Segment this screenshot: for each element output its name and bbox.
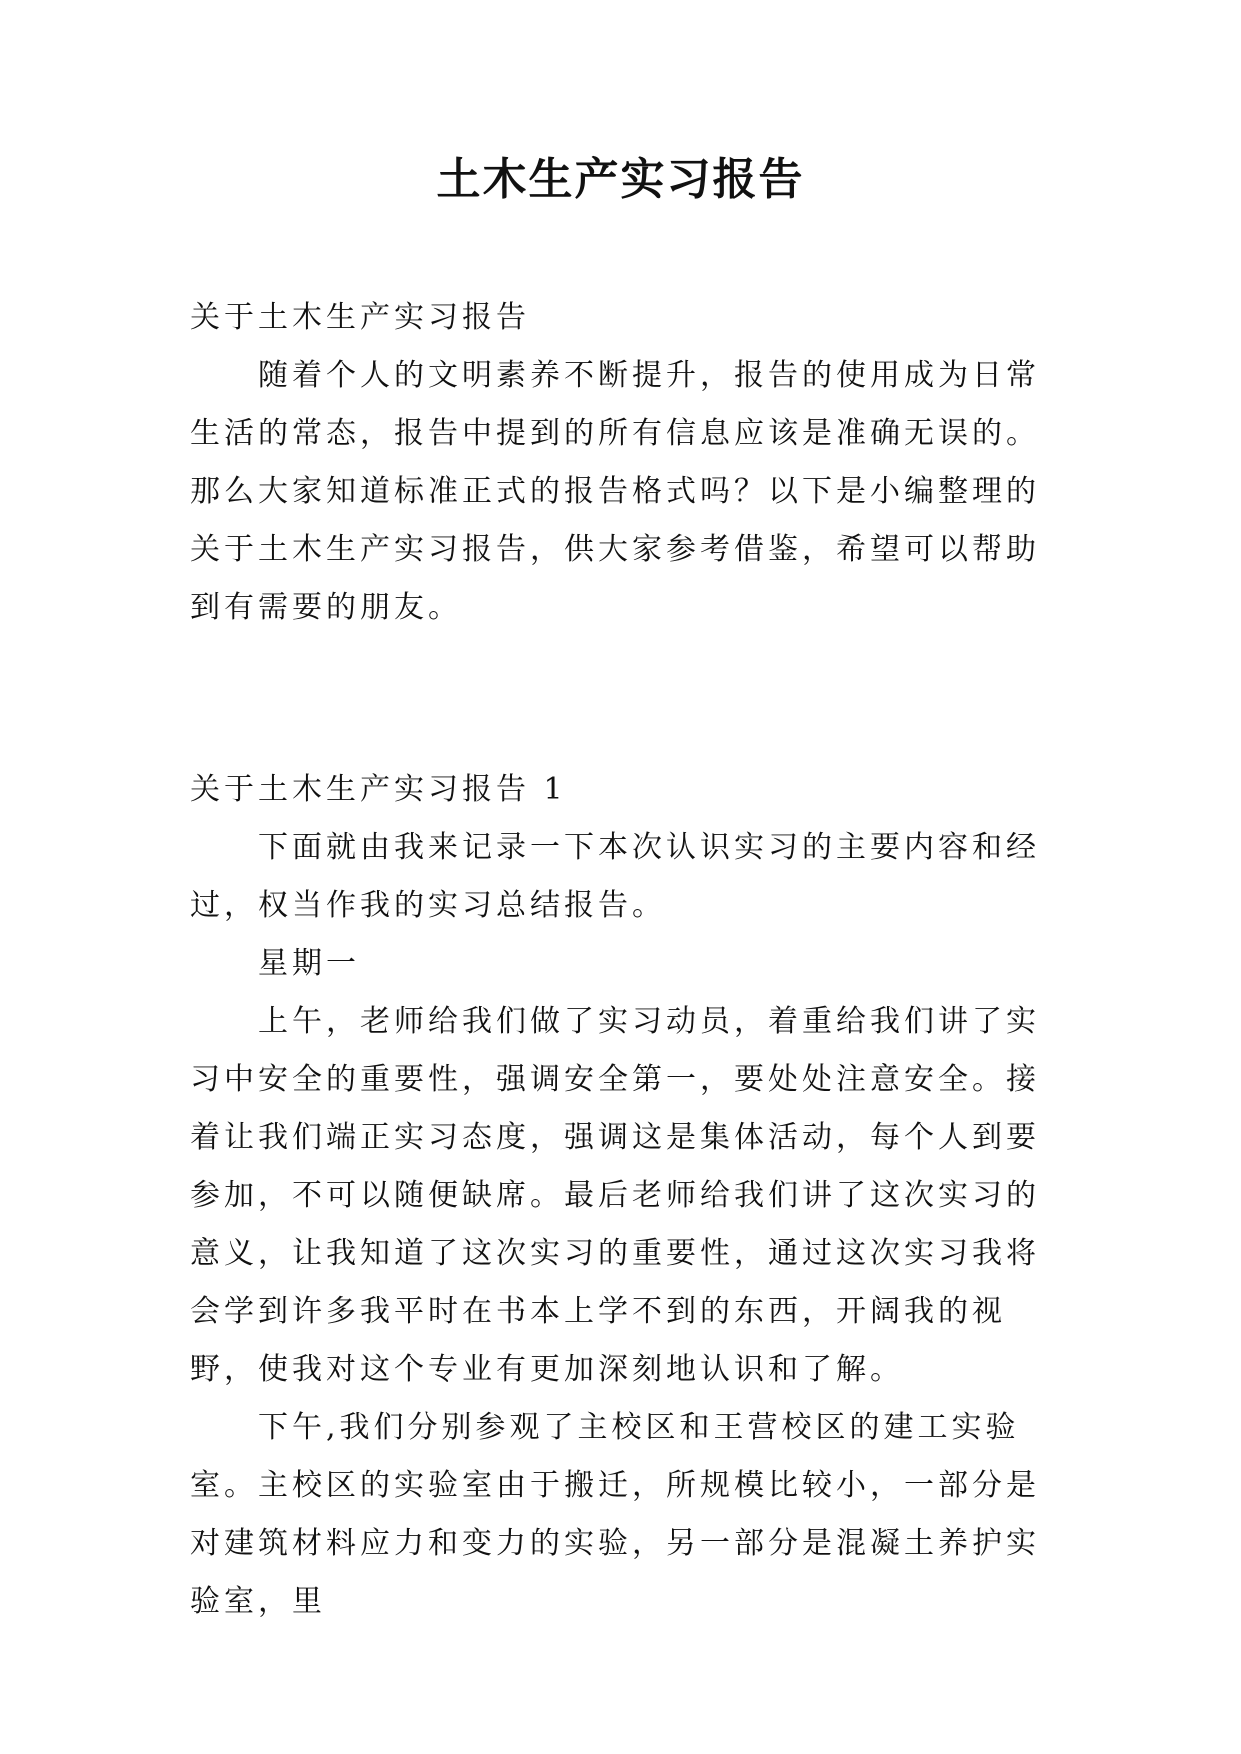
intro-paragraph: 随着个人的文明素养不断提升，报告的使用成为日常生活的常态，报告中提到的所有信息应该是准确无误的。那么大家知道标准正式的报告格式吗？以下是小编整理的关于土木生产实习报告，供大家参考借鉴，希望可以帮助到有需要的朋友。 (190, 358, 1040, 625)
document-body (190, 289, 1050, 1631)
section1-heading: 关于土木生产实习报告 1 (190, 772, 567, 807)
section1-day-label: 星期一 (258, 946, 360, 981)
section1-paragraph-4: 下午,我们分别参观了主校区和王营校区的建工实验室。主校区的实验室由于搬迁，所规模比较小，一部分是对建筑材料应力和变力的实验，另一部分是混凝土养护实验室，里 (190, 1410, 1040, 1619)
section-spacer (190, 637, 1050, 761)
section1-paragraph-3: 上午，老师给我们做了实习动员，着重给我们讲了实习中安全的重要性，强调安全第一，要处处注意安全。接着让我们端正实习态度，强调这是集体活动，每个人到要参加，不可以随便缺席。最后老师给我们讲了这次实习的意义，让我知道了这次实习的重要性，通过这次实习我将会学到许多我平时在书本上学不到的东西，开阔我的视野，使我对这个专业有更加深刻地认识和了解。 (190, 1004, 1040, 1387)
document-title: 土木生产实习报告 (436, 154, 805, 205)
section1-paragraph-1: 下面就由我来记录一下本次认识实习的主要内容和经过，权当作我的实习总结报告。 (190, 830, 1040, 923)
intro-heading: 关于土木生产实习报告 (190, 300, 530, 335)
